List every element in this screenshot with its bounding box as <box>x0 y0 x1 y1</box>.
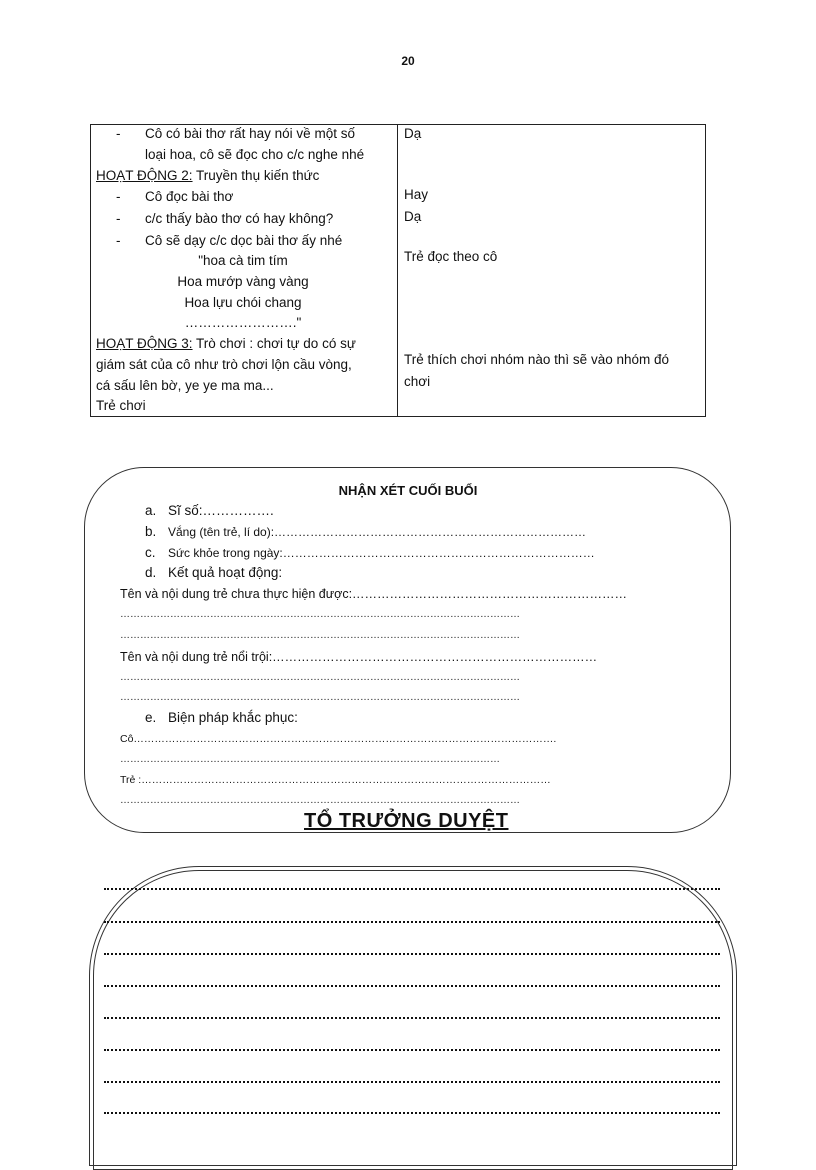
left-text: giám sát của cô như trò chơi lộn cầu vòng, <box>96 357 352 372</box>
eval-line: Tên và nội dung trẻ chưa thực hiện được:………………………………………………………… <box>120 587 628 601</box>
activity-3-title: Trò chơi : chơi tự do có sự <box>192 336 356 351</box>
eval-line: Vắng (tên trẻ, lí do):…………………………………………………………………… <box>168 525 587 539</box>
left-text: cá sấu lên bờ, ye ye ma ma... <box>96 378 274 393</box>
poem-line: ……………………." <box>184 315 302 330</box>
left-text: Cô đọc bài thơ <box>145 189 234 204</box>
writing-line <box>104 1112 720 1114</box>
right-text: Dạ <box>404 209 422 224</box>
eval-line: Kết quả hoạt động: <box>168 565 283 580</box>
column-divider <box>397 125 398 416</box>
writing-line <box>104 1049 720 1051</box>
dotted-fill: ………………………………………………………………………………………………………… <box>120 609 520 620</box>
eval-line: Sức khỏe trong ngày:…………………………………………………………………… <box>168 546 595 560</box>
activity-3-label: HOẠT ĐỘNG 3: <box>96 336 193 351</box>
left-text: c/c thấy bào thơ có hay không? <box>145 211 334 226</box>
activity-2-title: Truyền thụ kiến thức <box>192 168 320 183</box>
evaluation-title: NHẬN XÉT CUỐI BUỔI <box>338 483 478 498</box>
approval-title: TỔ TRƯỞNG DUYỆT <box>304 810 509 832</box>
item-marker: c. <box>145 545 156 560</box>
dotted-fill: ………………………………………………………………………………………………………… <box>120 692 520 703</box>
eval-line: Sĩ số:……………. <box>168 503 274 518</box>
left-text: Cô sẽ dạy c/c dọc bài thơ ấy nhé <box>145 233 343 248</box>
left-text: Trẻ chơi <box>96 398 146 413</box>
eval-line: Tên và nội dung trẻ nổi trội:…………………………………………………………………… <box>120 650 598 664</box>
writing-line <box>104 985 720 987</box>
writing-line <box>104 1081 720 1083</box>
right-text: Trẻ đọc theo cô <box>404 249 498 264</box>
writing-line <box>104 1017 720 1019</box>
eval-line: Biện pháp khắc phục: <box>168 710 298 725</box>
item-marker: b. <box>145 524 157 539</box>
eval-line: Cô…………………………………………………………………………………………………………. <box>120 733 557 745</box>
writing-line <box>104 921 720 923</box>
eval-line: Trẻ :……………………………………………………………………………………………………… <box>120 774 551 786</box>
writing-line <box>104 888 720 890</box>
dotted-fill: ………………………………………………………………………………………………………… <box>120 795 520 806</box>
poem-line: Hoa mướp vàng vàng <box>177 274 309 289</box>
item-marker: e. <box>145 710 157 725</box>
poem-line: "hoa cà tim tím <box>198 253 288 268</box>
item-marker: d. <box>145 565 157 580</box>
right-text: Trẻ thích chơi nhóm nào thì sẽ vào nhóm đó <box>404 352 669 367</box>
right-text: Hay <box>404 187 429 202</box>
writing-line <box>104 953 720 955</box>
left-text: loại hoa, cô sẽ đọc cho c/c nghe nhé <box>145 147 365 162</box>
poem-line: Hoa lựu chói chang <box>184 295 302 310</box>
right-text: chơi <box>404 374 431 389</box>
item-marker: a. <box>145 503 157 518</box>
dotted-fill: ………………………………………………………………………………………………………… <box>120 630 520 641</box>
activity-2-label: HOẠT ĐỘNG 2: <box>96 168 193 183</box>
activity-heading <box>96 168 319 184</box>
dotted-fill: ………………………………………………………………………………………………………… <box>120 672 520 683</box>
left-text: Cô có bài thơ rất hay nói về một số <box>145 126 355 141</box>
bullet: - <box>116 189 121 204</box>
dotted-fill: …………………………………………………………………………………………………… <box>120 754 500 765</box>
bullet: - <box>116 233 121 248</box>
activity-heading <box>96 336 356 352</box>
right-text: Dạ <box>404 126 422 141</box>
bullet: - <box>116 211 121 226</box>
page-number: 20 <box>401 54 415 68</box>
approval-frame-inner <box>93 870 733 1170</box>
bullet: - <box>116 126 121 141</box>
